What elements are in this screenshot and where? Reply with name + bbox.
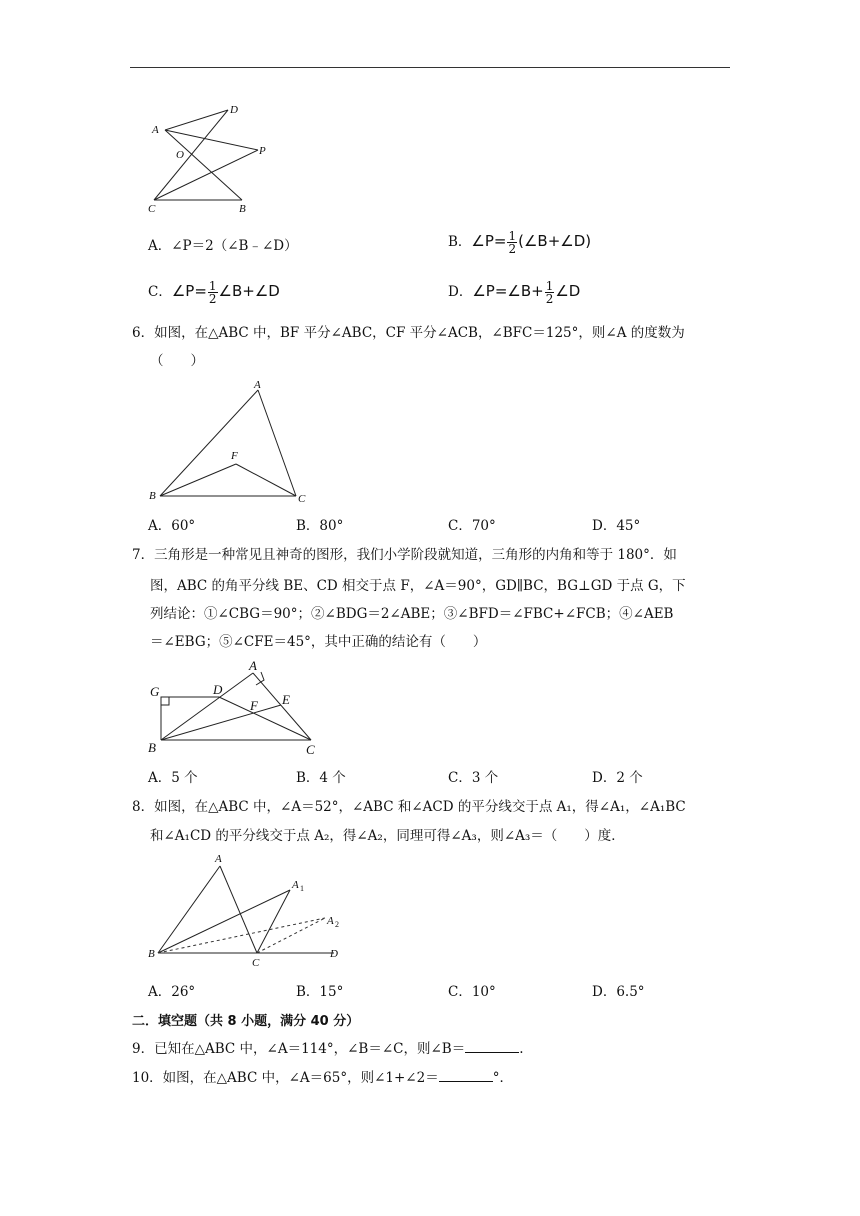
q6-paren: （ ）	[150, 353, 204, 369]
svg-text:B: B	[239, 203, 246, 215]
section-2-heading: 二．填空题（共 8 小题，满分 40 分）	[132, 1014, 360, 1029]
q7-line2: 图，ABC 的角平分线 BE、CD 相交于点 F，∠A＝90°，GD∥BC，BG⊥GD 于点 G，下	[150, 578, 686, 594]
q8-option-d: D．6.5°	[592, 984, 645, 1000]
q7-option-c: C．3 个	[448, 770, 499, 786]
q8-line1: 8．如图，在△ABC 中，∠A＝52°，∠ABC 和∠ACD 的平分线交于点 A₁，得∠A₁，∠A₁BC	[132, 799, 686, 815]
svg-text:F: F	[250, 698, 258, 713]
svg-text:C: C	[252, 957, 260, 969]
q5-option-d: D．∠P=∠B+ $\frac{1}{2}$ ∠D	[448, 279, 581, 306]
q7-option-b: B．4 个	[296, 770, 346, 786]
svg-text:D: D	[330, 948, 338, 960]
q10-text: 10．如图，在△ABC 中，∠A＝65°，则∠1+∠2＝ °．	[132, 1070, 513, 1086]
svg-text:A: A	[215, 853, 222, 865]
q6-option-c: C．70°	[448, 518, 496, 534]
svg-text:2: 2	[335, 920, 339, 929]
q7-option-a: A．5 个	[148, 770, 198, 786]
svg-text:A: A	[327, 915, 334, 927]
q10-answer-blank[interactable]	[439, 1069, 493, 1082]
svg-text:A: A	[249, 658, 257, 673]
svg-text:O: O	[176, 149, 184, 161]
figure-q5	[140, 96, 290, 221]
q8-option-c: C．10°	[448, 984, 496, 1000]
svg-text:1: 1	[300, 884, 304, 893]
svg-text:B: B	[149, 490, 156, 502]
svg-text:G: G	[150, 684, 160, 699]
q5-option-b: B．∠P= $\frac{1}{2}$ (∠B+∠D)	[448, 229, 592, 256]
figure-q7	[144, 656, 334, 758]
q6-text: 6．如图，在△ABC 中，BF 平分∠ABC，CF 平分∠ACB，∠BFC＝125°，则∠A 的度数为	[132, 325, 685, 341]
q7-line1: 7．三角形是一种常见且神奇的图形，我们小学阶段就知道，三角形的内角和等于 180°．如	[132, 547, 677, 563]
svg-text:B: B	[148, 948, 155, 960]
svg-text:E: E	[282, 692, 290, 707]
svg-text:P: P	[259, 145, 266, 157]
q9-text: 9．已知在△ABC 中，∠A＝114°，∠B＝∠C，则∠B＝ .	[132, 1041, 524, 1057]
q5-option-a: A．∠P＝2（∠B﹣∠D）	[148, 238, 298, 254]
svg-text:F: F	[231, 450, 238, 462]
svg-text:D: D	[230, 104, 238, 116]
q7-option-d: D．2 个	[592, 770, 643, 786]
svg-text:C: C	[306, 742, 315, 757]
q8-line2: 和∠A₁CD 的平分线交于点 A₂，得∠A₂，同理可得∠A₃，则∠A₃＝（ ）度．	[150, 828, 625, 844]
svg-text:D: D	[213, 682, 223, 697]
header-rule	[130, 67, 730, 68]
q5-option-c: C．∠P= $\frac{1}{2}$ ∠B+∠D	[148, 279, 280, 306]
q6-option-d: D．45°	[592, 518, 641, 534]
q9-answer-blank[interactable]	[465, 1040, 519, 1053]
q6-option-a: A．60°	[148, 518, 196, 534]
svg-text:A: A	[292, 879, 299, 891]
svg-text:C: C	[298, 493, 306, 505]
q6-option-b: B．80°	[296, 518, 344, 534]
q7-line3: 列结论：①∠CBG＝90°；②∠BDG＝2∠ABE；③∠BFD＝∠FBC+∠FCB；④∠AEB	[150, 606, 674, 622]
figure-q6	[144, 376, 314, 508]
q7-line4: ＝∠EBG；⑤∠CFE＝45°，其中正确的结论有（ ）	[150, 634, 487, 650]
q8-option-b: B．15°	[296, 984, 344, 1000]
svg-text:A: A	[152, 124, 159, 136]
svg-text:B: B	[148, 740, 156, 755]
figure-q8	[144, 850, 354, 970]
svg-text:C: C	[148, 203, 156, 215]
q8-option-a: A．26°	[148, 984, 196, 1000]
svg-text:A: A	[254, 379, 261, 391]
